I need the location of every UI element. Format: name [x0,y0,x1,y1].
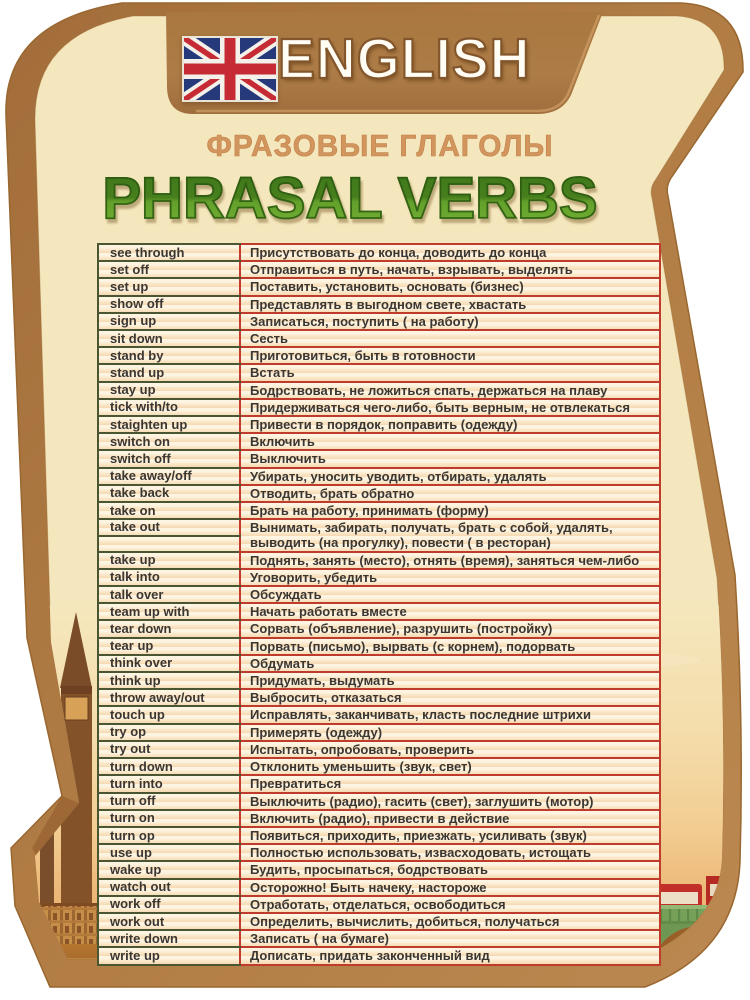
translation-cell: Будить, просыпаться, бодрствовать [240,861,660,878]
translation-cell: Осторожно! Быть начеку, настороже [240,879,660,896]
translation-cell: Исправлять, заканчивать, класть последние штрихи [240,706,660,723]
table-row [98,450,660,467]
translation-cell: Порвать (письмо), вырвать (с корнем), подорвать [240,638,660,655]
translation-cell: Включить [240,433,660,450]
phrasal-verb-cell: take on [98,502,240,519]
translation-cell: Уговорить, убедить [240,569,660,586]
table-row [98,296,660,313]
table-row [98,382,660,399]
table-row [98,655,660,672]
translation-cell: Обдумать [240,655,660,672]
phrasal-verb-cell: turn op [98,827,240,844]
phrasal-verb-cell: watch out [98,879,240,896]
phrasal-verb-cell: write down [98,930,240,947]
table-row [98,913,660,930]
phrasal-verb-cell: take out [98,519,240,535]
phrasal-verb-cell: work off [98,896,240,913]
translation-cell: Вынимать, забирать, получать, брать с собой, удалять, выводить (на прогулку), повести ( в ресторан) [240,519,660,551]
phrasal-verb-cell: take back [98,485,240,502]
phrasal-verb-cell: tear down [98,620,240,637]
table-row [98,502,660,519]
table-row [98,724,660,741]
translation-cell: Брать на работу, принимать (форму) [240,502,660,519]
phrasal-verb-cell: write up [98,947,240,964]
translation-cell: Убирать, уносить уводить, отбирать, удалять [240,468,660,485]
translation-cell: Сорвать (объявление), разрушить (постройку) [240,620,660,637]
phrasal-verb-cell: show off [98,296,240,313]
phrasal-verbs-table [97,243,661,966]
phrasal-verb-cell: tick with/to [98,399,240,416]
table-row [98,896,660,913]
translation-cell: Превратиться [240,775,660,792]
translation-cell: Приготовиться, быть в готовности [240,347,660,364]
table-row [98,330,660,347]
phrasal-verb-cell: touch up [98,706,240,723]
table-row [98,861,660,878]
table-row [98,416,660,433]
phrasal-verbs-table-body [98,244,660,965]
phrasal-verb-cell: switch on [98,433,240,450]
phrasal-verb-cell: take away/off [98,468,240,485]
translation-cell: Поднять, занять (место), отнять (время), заняться чем-либо [240,552,660,569]
phrasal-verb-cell [98,536,240,552]
translation-cell: Отправиться в путь, начать, взрывать, выделять [240,261,660,278]
phrasal-verb-cell: sit down [98,330,240,347]
table-row [98,706,660,723]
translation-cell: Появиться, приходить, приезжать, усиливать (звук) [240,827,660,844]
brand-label: ENGLISH [278,27,531,91]
table-row [98,244,660,261]
table-row [98,689,660,706]
phrasal-verb-cell: see through [98,244,240,261]
translation-cell: Присутствовать до конца, доводить до конца [240,244,660,261]
translation-cell: Отводить, брать обратно [240,485,660,502]
phrasal-verb-cell: stand by [98,347,240,364]
translation-cell: Придумать, выдумать [240,672,660,689]
table-row [98,603,660,620]
phrasal-verb-cell: turn down [98,758,240,775]
translation-cell: Привести в порядок, поправить (одежду) [240,416,660,433]
translation-cell: Включить (радио), привести в действие [240,810,660,827]
phrasal-verb-cell: think over [98,655,240,672]
phrasal-verb-cell: stand up [98,364,240,381]
table-row [98,793,660,810]
phrasal-verb-cell: work out [98,913,240,930]
uk-flag-icon [182,36,278,102]
table-row [98,261,660,278]
table-row [98,313,660,330]
phrasal-verb-cell: turn into [98,775,240,792]
table-row [98,827,660,844]
table-row [98,519,660,535]
translation-cell: Выключить (радио), гасить (свет), заглушить (мотор) [240,793,660,810]
table-row [98,278,660,295]
phrasal-verb-cell: throw away/out [98,689,240,706]
phrasal-verb-cell: turn off [98,793,240,810]
table-row [98,947,660,964]
phrasal-verb-cell: set off [98,261,240,278]
table-row [98,586,660,603]
table-row [98,569,660,586]
table-row [98,468,660,485]
phrasal-verb-cell: sign up [98,313,240,330]
translation-cell: Испытать, опробовать, проверить [240,741,660,758]
table-row [98,672,660,689]
phrasal-verb-cell: talk over [98,586,240,603]
table-row [98,485,660,502]
phrasal-verb-cell: talk into [98,569,240,586]
table-row [98,433,660,450]
table-row [98,844,660,861]
table-row [98,810,660,827]
page-title: PHRASAL VERBS [0,165,700,232]
translation-cell: Начать работать вместе [240,603,660,620]
phrasal-verb-cell: wake up [98,861,240,878]
translation-cell: Поставить, установить, основать (бизнес) [240,278,660,295]
phrasal-verb-cell: staighten up [98,416,240,433]
phrasal-verb-cell: turn on [98,810,240,827]
table-row [98,347,660,364]
table-row [98,552,660,569]
translation-cell: Бодрствовать, не ложиться спать, держаться на плаву [240,382,660,399]
translation-cell: Обсуждать [240,586,660,603]
table-row [98,364,660,381]
phrasal-verb-cell: team up with [98,603,240,620]
translation-cell: Придерживаться чего-либо, быть верным, не отвлекаться [240,399,660,416]
translation-cell: Сесть [240,330,660,347]
translation-cell: Дописать, придать законченный вид [240,947,660,964]
table-row [98,399,660,416]
translation-cell: Записать ( на бумаге) [240,930,660,947]
table-row [98,930,660,947]
table-row [98,620,660,637]
subtitle-russian: ФРАЗОВЫЕ ГЛАГОЛЫ [206,128,554,163]
translation-cell: Полностью использовать, извасходовать, истощать [240,844,660,861]
translation-cell: Записаться, поступить ( на работу) [240,313,660,330]
translation-cell: Представлять в выгодном свете, хвастать [240,296,660,313]
translation-cell: Выбросить, отказаться [240,689,660,706]
phrasal-verb-cell: try out [98,741,240,758]
table-row [98,741,660,758]
translation-cell: Примерять (одежду) [240,724,660,741]
translation-cell: Определить, вычислить, добиться, получаться [240,913,660,930]
translation-cell: Отработать, отделаться, освободиться [240,896,660,913]
phrasal-verb-cell: set up [98,278,240,295]
translation-cell: Встать [240,364,660,381]
phrasal-verb-cell: take up [98,552,240,569]
phrasal-verb-cell: switch off [98,450,240,467]
translation-cell: Отклонить уменьшить (звук, свет) [240,758,660,775]
phrasal-verb-cell: think up [98,672,240,689]
phrasal-verb-cell: tear up [98,638,240,655]
phrasal-verb-cell: stay up [98,382,240,399]
table-row [98,775,660,792]
table-row [98,879,660,896]
translation-cell: Выключить [240,450,660,467]
phrasal-verb-cell: use up [98,844,240,861]
phrasal-verb-cell: try op [98,724,240,741]
table-row [98,638,660,655]
table-row [98,758,660,775]
